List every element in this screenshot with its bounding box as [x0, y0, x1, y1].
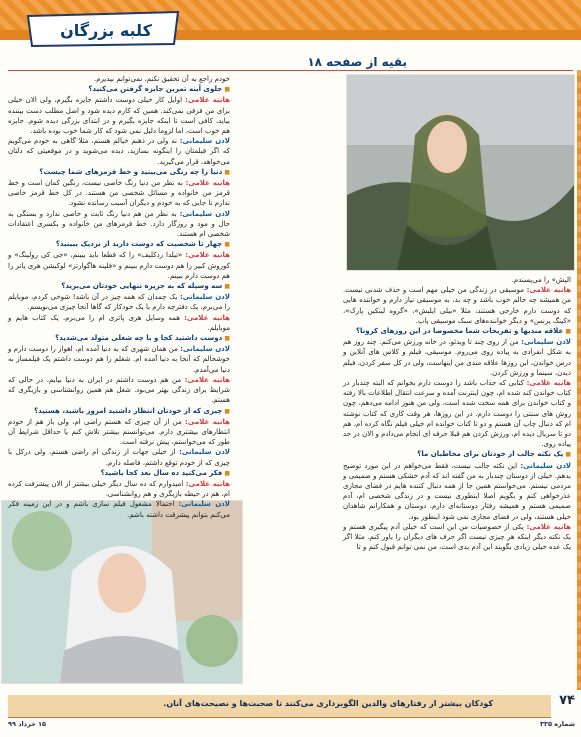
- speaker-name: هانیه غلامی:: [526, 286, 572, 295]
- answer-text: امیدوارم که ده سال دیگر خیلی بیشتر از الان پیشرفت کرده ام، هم در حیطه بازیگری و هم روانشناسی.: [8, 479, 230, 499]
- answer-text: من همان شهری که به دنیا آمده ام، اهواز را دوست دارم و خوشحالم که آنجا به دنیا آمده ام. شغلم را هم دوست داشتم یک فیلمساز به دنیا می‌آمدم.: [8, 345, 230, 374]
- answer-text: اوایل کار خیلی دوست داشتم جایزه بگیرم، ولی الان خیلی برای من فرقی نمی‌کند. همین که کارم دیده شود و اصل مطلب دست بیننده بیاید، کافی است تا اینکه جایزه بگیرم و در ابتدای بزرگی دیده شوم. جایزه هم خوب است، اما لزوما دلیل نمی شود که کار شما خوب بوده باشد.: [8, 96, 230, 136]
- text-column-left: [8, 74, 231, 519]
- right-edge-pattern: [577, 70, 581, 690]
- interview-answer: [8, 292, 230, 312]
- photo-illustration-bottom: [2, 501, 242, 683]
- interview-answer: [8, 250, 230, 281]
- answer-text: من از روی چند تا ویدئو، در خانه ورزش می‌کنم. چند روز هم به شکل انفرادی به پیاده روی می‌روم. موسیقی، فیلم و کلاس های آنلاین و درس خواندن، این روزها علاقه مندی من اینهاست، ولی در کل سفر کردن، فیلم دیدن، سینما و ورزش کردن.: [343, 338, 571, 377]
- speaker-name: لادن سلیمانی:: [179, 209, 230, 218]
- photo-portrait-woman-white-scarf: [1, 500, 243, 684]
- interview-answer: [8, 178, 230, 209]
- speaker-name: هانیه غلامی:: [184, 313, 230, 322]
- speaker-name: لادن سلیمانی:: [179, 293, 230, 302]
- speaker-name: هانیه غلامی:: [185, 479, 230, 488]
- header-divider: [8, 70, 573, 71]
- speaker-name: هانیه غلامی:: [526, 379, 571, 388]
- speaker-name: لادن سلیمانی:: [179, 448, 230, 457]
- speaker-name: هانیه غلامی:: [185, 96, 231, 105]
- interview-answer: [8, 344, 230, 375]
- interview-answer: [343, 378, 571, 449]
- answer-text: به نظر من هم دنیا رنگ ثابت و خاصی ندارد و بستگی به حال و مود و روزگار دارد. خط قرمزهای من خانواده و یکسری اعتقادات شخصی ام هستند.: [8, 209, 230, 239]
- answer-text: یکی از خصوصیات من این است که خیلی آدم پیگیری هستم و یک نکته دیگر اینکه هر چیزی نیست اگر حرف های دیگران را باور کنم. مثلا اگر یک عده خیلی زیادی بگویند این آدم بدی است، من نمی توانم قبول کنم و تا: [343, 522, 571, 552]
- issue-number: شماره ۳۳۵: [540, 720, 575, 728]
- speaker-name: لادن سلیمانی:: [520, 461, 571, 470]
- answer-text: یک چمدان که همه چیز در آن باشد! شوخی کردم، موبایلم را می‌برم، یک دفترچه دارم با یک خودکار که گاها آنجا چیزی می‌نویسم.: [8, 293, 230, 312]
- answer-text: از خیلی جهات از زندگی ام راضی هستم، ولی درکل با چیزی که از خودم توقع داشتم، فاصله دارم.: [8, 448, 230, 467]
- answer-text: من از آن چیزی که هستم راضی ام، ولی باز هم از خودم انتظارهای بیشتری دارم. می‌توانستم بیشتر تلاش کنم یا حداقل شرایط آن طور که می‌خواستم، پیش نرفته است.: [8, 417, 230, 447]
- interview-question: ■ سه وسیله که به جزیره تنهایی خودتان می‌برید؟: [8, 281, 230, 292]
- page-number: ۷۴: [559, 693, 575, 708]
- interview-answer: [8, 95, 230, 136]
- speaker-name: لادن سلیمانی:: [179, 137, 230, 146]
- brand-logo: [18, 6, 188, 52]
- interview-answer: [343, 522, 571, 553]
- interview-question: ■ علاقه مندیها و تفریحات شما مخصوصا در این روزهای کرونا؟: [343, 326, 571, 337]
- answer-text: کتابی که جذاب باشد را دوست دارم بخوانم که البته چندبار در کتاب خواندن کند شده ام، چون اینترنت آمده و سرعت انتقال اطلاعات بالا رفته و کتاب خواندن برای همه سخت شده است، ولی من هنوز ادامه می‌دهم، چون روش های سنتی را دوست دارم. در این روزها، هر وقت کاری که کتاب نوشته ام که دنبال چاپ آن هستم و دو تا کتاب خوانده ام خیلی فیلم نگاه کرده ام، هم دو تا سریال دیده ام، ورزش کردن هم قبلا حرفه ای انجام می‌دادم و الان در حد پیاده روی.: [343, 379, 571, 449]
- brand-logo-art: [18, 6, 188, 52]
- speaker-name: لادن سلیمانی:: [180, 345, 230, 354]
- answer-text: این نکته جالب نیست، فقط می‌خواهم در این مورد توضیح بدهم. خیلی از دوستان چندبار به من گفته اند که آدم خشکی هستم و صمیمی و مردمی نیستم. می‌خواستم همین جا از همه دنبال کننده هایم در فضای مجازی عذرخواهی کنم و بگویم اصلا اینطوری نیست و در زندگی شخصی ام، آدم صمیمی هستم و همیشه رفتار دوستانه‌ای دارم. دوستان و همکارانم شاهدان خیلی هستند، ولی در فضای مجازی نمی شود اینطور بود.: [343, 461, 571, 521]
- continued-from-title: بقیه از صفحه ۱۸: [307, 55, 407, 69]
- answer-text: من هم دوست داشتم در ایران به دنیا بیایم، در حالی که شرایط برای زندگی بهتر می‌بود. شغل هم همین روانشناسی و بازیگری که هستم.: [8, 375, 230, 405]
- interview-answer: [343, 285, 571, 326]
- photo-illustration-top: [347, 75, 574, 270]
- interview-question: ■ دوست داشتید کجا و با چه شغلی متولد می‌شدید؟: [8, 333, 230, 344]
- body-text: خودم راجع به آن تحقیق نکنم، نمی‌توانم بپذیرم.: [94, 75, 230, 83]
- interview-answer: [8, 209, 230, 240]
- speaker-name: هانیه غلامی:: [526, 522, 571, 531]
- interview-answer: [8, 136, 230, 167]
- interview-question: ■ جلوی آینه تمرین جایزه گرفتن می‌کنید؟: [8, 84, 230, 95]
- interview-answer: [8, 479, 230, 499]
- speaker-name: هانیه غلامی:: [184, 375, 230, 384]
- interview-question: ■ دنیا را چه رنگی می‌بینید و خط قرمزهای شما چیست؟: [8, 167, 230, 178]
- answer-text: موسیقی در زندگی من خیلی مهم است و حذف شدنی نیست. من همیشه چه حالم خوب باشد و چه بد، به موسیقی نیاز دارم و خواننده هایی که دوست دارم خارجی هستند، مثلا «بیلی ایلیش»، «گروه لینکین پارک»، «کینگ پرنس» و دیگر خواننده‌های سبک موسیقی پاپ.: [343, 286, 571, 325]
- answer-text: همه وسایل هری پاتری ام را می‌برم، یک کتاب هایم و موبایلم.: [8, 313, 230, 332]
- interview-question: ■ چهار تا شخصیت که دوست دارید از نزدیک ببینید؟: [8, 239, 230, 250]
- page-footer: [0, 687, 581, 737]
- text-column-right: [343, 275, 571, 680]
- speaker-name: لادن سلیمانی:: [521, 338, 572, 347]
- issue-date: ۱۵ خرداد ۹۹: [8, 720, 47, 728]
- footer-quote: کودکان بیشتر از رفتارهای والدین الگوبرداری می‌کنند تا صحبت‌ها و نصیحت‌های آنان.: [163, 699, 493, 708]
- interview-question: ■ فکر می‌کنید ده سال بعد کجا باشید؟: [8, 468, 230, 479]
- interview-answer: [8, 417, 230, 448]
- interview-answer: [8, 375, 230, 406]
- interview-answer: [343, 461, 571, 522]
- photo-portrait-woman-green-scarf: [346, 74, 575, 271]
- interview-question: ■ یک نکته جالب از خودتان برای مخاطبان ما؟: [343, 449, 571, 460]
- speaker-name: لادن سلیمانی:: [178, 500, 230, 509]
- interview-answer: [8, 313, 230, 333]
- footer-divider: [8, 717, 551, 718]
- answer-text: احتمالا مشغول فیلم سازی باشم و در این زمینه فکر می‌کنم بتوانم پیشرفت داشته باشم.: [8, 500, 230, 519]
- answer-text: به نظر من دنیا رنگ خاصی نیست، رنگین کمان است و خط قرمز من خانواده و مسائل شخصی من هستند. در کل خط قرمز خاصی ندارم تا جایی که به خودم و دیگران آسیب رسانده نشود.: [8, 179, 230, 208]
- brand-logo-text: کلبه بزرگان: [60, 21, 152, 40]
- speaker-name: هانیه غلامی:: [185, 179, 230, 188]
- interview-answer: [8, 499, 230, 519]
- interview-question: ■ چیزی که از خودتان انتظار داشتید امروز باشید، هستید؟: [8, 406, 230, 417]
- answer-text: نه ولی در ذهنم خیالم هستم، مثلا گاهی به خودم می‌گویم که اگر فیلمتان را اینگونه بسازید، دیده می‌شوید و در موقعیتی که دلتان می‌خواهد، قرار می‌گیرید.: [8, 137, 230, 166]
- interview-answer: [8, 447, 230, 467]
- speaker-name: هانیه غلامی:: [185, 417, 230, 426]
- interview-answer: [343, 337, 571, 378]
- speaker-name: هانیه غلامی:: [185, 251, 231, 260]
- body-text: الیش» را می‌پسندم.: [511, 276, 571, 284]
- answer-text: «تیلدا ردکلیف» را که قطعا باید ببینم، «جی کی رولینگ» و کوروش کبیر را هم دوست دارم ببینم و «فلینه هاگوارتز» لوکیشن هری پاتر را هم دوست دارم ببینم.: [8, 251, 230, 280]
